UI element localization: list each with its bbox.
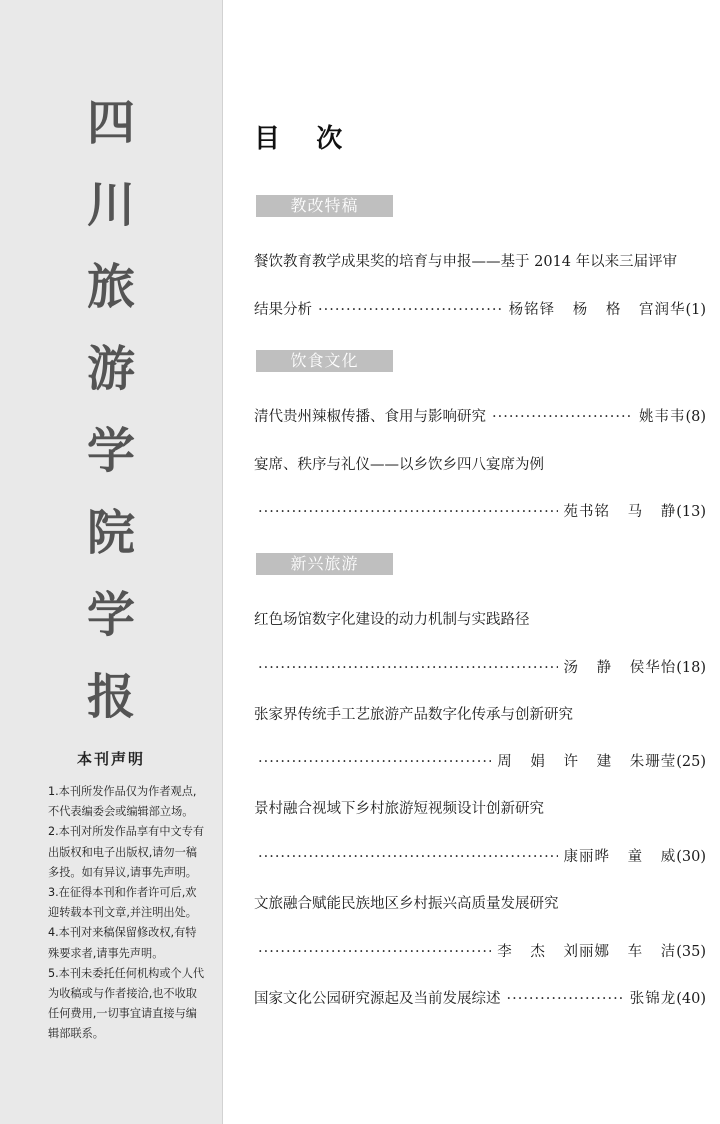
article-title[interactable]: 宴席、秩序与礼仪——以乡饮乡四八宴席为例 [254,457,544,473]
article-page: (30) [676,849,706,865]
article-authors: 苑书铭 马 静 [563,504,677,520]
notice-line: 1.本刊所发作品仅为作者观点, [48,785,197,798]
section-bar: 教改特稿 [256,195,393,217]
notice-line: 多投。如有异议,请事先声明。 [48,865,197,879]
journal-title-char: 川 [86,177,135,233]
article-authors: 康丽晔 童 威 [563,849,677,865]
article-page: (35) [676,944,706,960]
notice-line: 任何费用,一切事宜请直接与编 [48,1007,197,1021]
journal-title-char: 学 [86,423,135,479]
notice-title: 本刊声明 [76,750,145,768]
notice-line: 2.本刊对所发作品享有中文专有 [48,825,205,839]
journal-title-char: 旅 [86,259,135,315]
notice-line: 为收稿或与作者接洽,也不收取 [48,987,197,1001]
notice-line: 不代表编委会或编辑部立场。 [48,805,194,819]
journal-title [0,82,222,738]
article-title[interactable]: 红色场馆数字化建设的动力机制与实践路径 [254,612,530,628]
notice-line: 5.本刊未委托任何机构或个人代 [48,966,205,980]
article-page: (8) [685,409,706,425]
article-title[interactable]: 文旅融合赋能民族地区乡村振兴高质量发展研究 [254,896,559,912]
toc-entry[interactable] [254,940,706,961]
toc-entry[interactable] [254,298,706,319]
article-authors: 汤 静 侯华怡 [563,660,677,676]
notice-line: 辑部联系。 [48,1027,104,1041]
leader-dots [507,991,624,1007]
article-page: (1) [685,302,706,318]
leader-dots [258,660,558,676]
notice-line: 出版权和电子出版权,请勿一稿 [48,845,197,859]
article-title[interactable]: 餐饮教育教学成果奖的培育与申报——基于 2014 年以来三届评审 [254,254,678,270]
toc-entry-title[interactable] [254,797,706,818]
leader-dots [318,302,503,318]
section-bar: 新兴旅游 [256,553,393,575]
journal-title-char: 游 [86,341,135,397]
journal-title-char: 院 [86,505,135,561]
toc-entry-title[interactable] [254,703,706,724]
article-title[interactable]: 国家文化公园研究源起及当前发展综述 [254,991,501,1007]
article-authors: 周 娟 许 建 朱珊莹 [497,754,677,770]
notice-list [48,782,218,1045]
article-title[interactable]: 清代贵州辣椒传播、食用与影响研究 [254,409,486,425]
leader-dots [258,849,558,865]
article-authors: 李 杰 刘丽娜 车 洁 [497,944,677,960]
toc-entry-title[interactable] [254,250,706,271]
article-page: (25) [676,754,706,770]
toc-entry-title[interactable] [254,608,706,629]
article-authors: 姚韦韦 [638,409,686,425]
toc-entry[interactable] [254,656,706,677]
article-authors: 张锦龙 [629,991,677,1007]
article-page: (40) [676,991,706,1007]
article-title[interactable]: 景村融合视域下乡村旅游短视频设计创新研究 [254,801,544,817]
notice-line: 4.本刊对来稿保留修改权,有特 [48,926,197,940]
leader-dots [492,409,633,425]
article-title[interactable]: 张家界传统手工艺旅游产品数字化传承与创新研究 [254,707,573,723]
leader-dots [258,504,558,520]
toc-entry[interactable] [254,987,706,1008]
section-bar: 饮食文化 [256,350,393,372]
leader-dots [258,944,491,960]
article-title-cont[interactable]: 结果分析 [254,302,312,318]
toc-entry[interactable] [254,405,706,426]
journal-title-char: 报 [86,669,135,725]
notice-line: 3.在征得本刊和作者许可后,欢 [48,886,197,900]
journal-title-char: 学 [86,587,135,643]
toc-entry-title[interactable] [254,892,706,913]
article-authors: 杨铭铎 杨 格 宫润华 [508,302,686,318]
toc-entry[interactable] [254,845,706,866]
article-page: (18) [676,660,706,676]
toc-entry[interactable] [254,750,706,771]
notice-line: 殊要求者,请事先声明。 [48,946,164,960]
journal-title-char: 四 [86,95,135,151]
article-page: (13) [676,504,706,520]
sidebar [0,0,223,1124]
notice-line: 迎转载本刊文章,并注明出处。 [48,906,197,920]
toc-entry-title[interactable] [254,453,706,474]
leader-dots [258,754,491,770]
toc-entry[interactable] [254,500,706,521]
toc-heading: 目 次 [254,124,343,154]
